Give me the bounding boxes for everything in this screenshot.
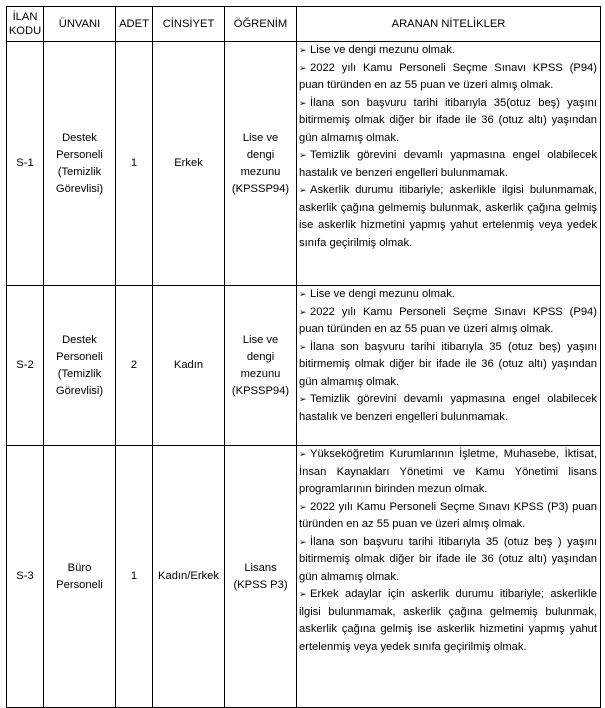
requirement-text: Lise ve dengi mezunu olmak. xyxy=(310,44,455,56)
requirement-text: İlana son başvuru tarihi itibarıyla 35 (otuz beş ) yaşını bitirmemiş olmak diğer bir ifade ile 36 (otuz altı) yaşından gün almamış olmak. xyxy=(299,535,597,583)
requirement-text: Erkek adaylar için askerlik durumu itibariyle; askerlikle ilgisi bulunmamak, askerlik çağına gelmemiş bulunmak, askerlik çağına gelmiş ise askerlik hizmetini yapmış yahut ertelenmiş veya yedek sınıfa geçirilmiş olmak. xyxy=(299,588,597,653)
requirement-item xyxy=(299,147,597,182)
arrow-bullet-icon: ➢ xyxy=(299,289,307,299)
requirement-item xyxy=(299,586,597,656)
requirement-text: İlana son başvuru tarihi itibarıyla 35(otuz beş) yaşını bitirmemiş olmak diğer bir ifade ile 36 (otuz altı) yaşından gün almamış olmak. xyxy=(299,96,597,144)
requirement-item xyxy=(299,42,597,60)
cell-title: Destek Personeli (Temizlik Görevlisi) xyxy=(44,286,116,446)
arrow-bullet-icon: ➢ xyxy=(299,185,307,195)
cell-count: 2 xyxy=(116,286,153,446)
requirement-item xyxy=(299,286,597,304)
cell-code: S-1 xyxy=(7,42,44,286)
cell-code: S-3 xyxy=(7,446,44,708)
header-title: ÜNVANI xyxy=(44,7,116,42)
table-row xyxy=(7,446,601,708)
header-gender: CİNSİYET xyxy=(153,7,225,42)
requirement-text: Askerlik durumu itibariyle; askerlikle ilgisi bulunmamak, askerlik çağına gelmemiş bulunmak, askerlik çağına gelmiş ise askerlik hizmetini yapmış yahut ertelenmiş veya yedek sınıfa geçirilmiş olmak. xyxy=(299,184,597,249)
arrow-bullet-icon: ➢ xyxy=(299,97,307,108)
cell-requirements xyxy=(297,42,601,286)
requirement-item xyxy=(299,304,597,339)
requirement-text: 2022 yılı Kamu Personeli Seçme Sınavı KPSS (P94) puan türünden en az 55 puan ve üzeri almış olmak. xyxy=(299,61,597,91)
arrow-bullet-icon: ➢ xyxy=(299,62,307,73)
header-count: ADET xyxy=(116,7,153,42)
table-header-row xyxy=(7,7,601,42)
requirement-text: Temizlik görevini devamlı yapmasına engel olabilecek hastalık ve benzeri engelleri bulunmamak. xyxy=(299,393,597,423)
requirement-item xyxy=(299,446,597,499)
cell-title: Destek Personeli (Temizlik Görevlisi) xyxy=(44,42,116,286)
cell-education: Lise ve dengi mezunu (KPSSP94) xyxy=(225,42,297,286)
header-code: İLAN KODU xyxy=(7,7,44,42)
arrow-bullet-icon: ➢ xyxy=(299,536,307,547)
requirement-text: Temizlik görevini devamlı yapmasına engel olabilecek hastalık ve benzeri engelleri bulunmamak. xyxy=(299,149,597,179)
arrow-bullet-icon: ➢ xyxy=(299,45,307,55)
arrow-bullet-icon: ➢ xyxy=(299,341,307,352)
header-requirements: ARANAN NİTELİKLER xyxy=(297,7,601,42)
arrow-bullet-icon: ➢ xyxy=(299,589,307,599)
arrow-bullet-icon: ➢ xyxy=(299,394,307,404)
cell-education: Lisans (KPSS P3) xyxy=(225,446,297,708)
arrow-bullet-icon: ➢ xyxy=(299,501,307,512)
cell-requirements xyxy=(297,446,601,708)
requirement-item xyxy=(299,60,597,95)
cell-requirements xyxy=(297,286,601,446)
requirement-text: İlana son başvuru tarihi itibarıyla 35 (otuz beş) yaşını bitirmemiş olmak diğer bir ifade ile 36 (otuz altı) yaşından gün almamış olmak. xyxy=(299,340,597,388)
requirement-item xyxy=(299,534,597,587)
cell-gender: Kadın/Erkek xyxy=(153,446,225,708)
cell-gender: Kadın xyxy=(153,286,225,446)
positions-table xyxy=(6,6,601,708)
requirement-item xyxy=(299,391,597,426)
cell-gender: Erkek xyxy=(153,42,225,286)
header-education: ÖĞRENİM xyxy=(225,7,297,42)
cell-title: Büro Personeli xyxy=(44,446,116,708)
cell-count: 1 xyxy=(116,42,153,286)
requirement-text: Lise ve dengi mezunu olmak. xyxy=(310,288,455,300)
table-row xyxy=(7,42,601,286)
requirement-text: 2022 yılı Kamu Personeli Seçme Sınavı KPSS (P3) puan türünden en az 55 puan ve üzeri almış olmak. xyxy=(299,500,597,530)
requirement-text: 2022 yılı Kamu Personeli Seçme Sınavı KPSS (P94) puan türünden en az 55 puan ve üzeri almış olmak. xyxy=(299,305,597,335)
arrow-bullet-icon: ➢ xyxy=(299,150,307,160)
requirement-item xyxy=(299,182,597,252)
cell-education: Lise ve dengi mezunu (KPSSP94) xyxy=(225,286,297,446)
table-row xyxy=(7,286,601,446)
requirement-item xyxy=(299,339,597,392)
arrow-bullet-icon: ➢ xyxy=(299,449,307,459)
requirement-text: Yükseköğretim Kurumlarının İşletme, Muhasebe, İktisat, İnsan Kaynakları Yönetimi ve Kamu Yönetimi lisans programlarının birinden mezun olmak. xyxy=(299,448,597,495)
requirement-item xyxy=(299,499,597,534)
cell-code: S-2 xyxy=(7,286,44,446)
requirement-item xyxy=(299,95,597,148)
cell-count: 1 xyxy=(116,446,153,708)
arrow-bullet-icon: ➢ xyxy=(299,306,307,317)
